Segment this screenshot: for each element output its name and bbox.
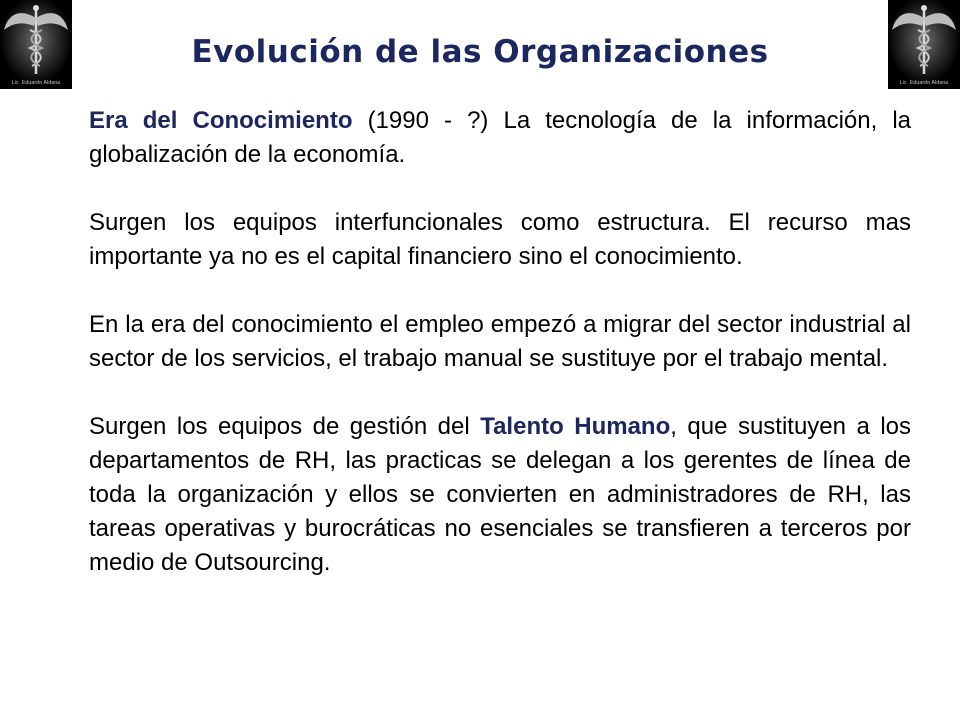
paragraph-empleo: En la era del conocimiento el empleo empezó a migrar del sector industrial al sector de los servicios, el trabajo manual se sustituye por el trabajo mental.: [89, 311, 911, 372]
term-talento-humano: Talento Humano: [480, 413, 671, 440]
paragraph-talento-lead: Surgen los equipos de gestión del: [89, 413, 481, 440]
term-era-conocimiento: Era del Conocimiento: [89, 107, 353, 134]
paragraph-talento: [89, 410, 911, 580]
slide-body: [89, 104, 911, 580]
page-title: Evolución de las Organizaciones: [191, 34, 769, 70]
paragraph-era-text: (1990 - ?) La tecnología de la información, la globalización de la economía.: [89, 107, 912, 168]
logo-caption: Lic. Eduardo Aldana: [11, 80, 61, 86]
paragraph-talento-text: , que sustituyen a los departamentos de RH, las practicas se delegan a los gerentes de línea de toda la organización y ellos se convierten en administradores de RH, las tareas operativas y burocráticas no esenciales se transfieren a terceros por medio de Outsourcing.: [89, 413, 912, 576]
paragraph-equipos: Surgen los equipos interfuncionales como estructura. El recurso mas importante ya no es el capital financiero sino el conocimiento.: [89, 209, 911, 270]
paragraph-era: [89, 104, 911, 172]
logo-caption: Lic. Eduardo Aldana: [899, 80, 949, 86]
